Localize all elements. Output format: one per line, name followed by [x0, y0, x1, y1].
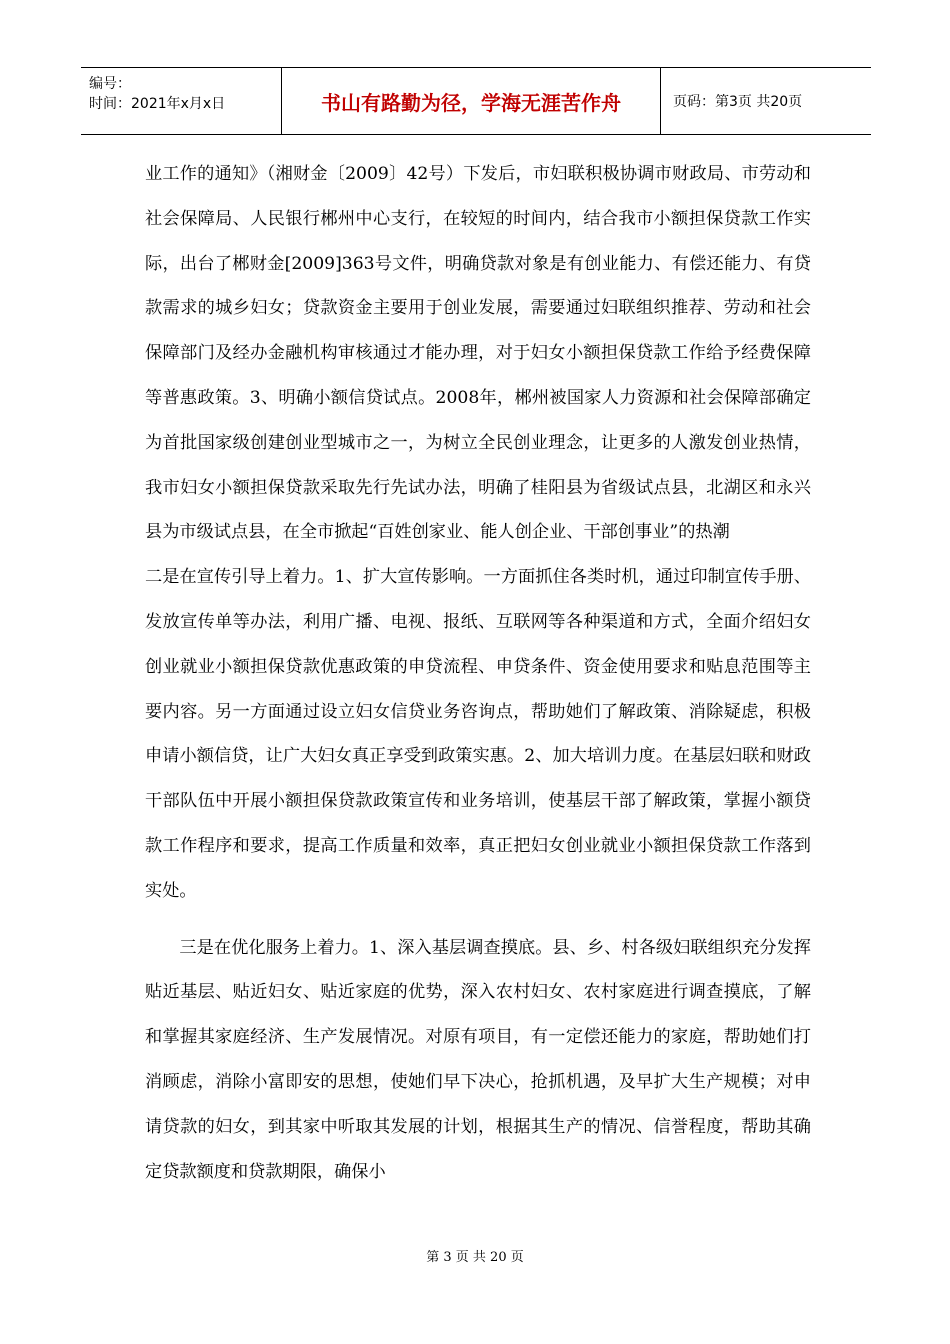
- document-header: [81, 67, 871, 135]
- page-footer: 第 3 页 共 20 页: [426, 1250, 524, 1265]
- header-page-code: 页码：第3页 共20页: [673, 94, 803, 110]
- document-time-label: 时间：2021年x月x日: [89, 96, 226, 112]
- header-meta: [81, 68, 282, 134]
- body-paragraph-1: 业工作的通知》（湘财金〔2009〕42号）下发后，市妇联积极协调市财政局、市劳动和社会保障局、人民银行郴州中心支行，在较短的时间内，结合我市小额担保贷款工作实际，出台了郴财金[2009]363号文件，明确贷款对象是有创业能力、有偿还能力、有贷款需求的城乡妇女；贷款资金主要用于创业发展，需要通过妇联组织推荐、劳动和社会保障部门及经办金融机构审核通过才能办理，对于妇女小额担保贷款工作给予经费保障等普惠政策。3、明确小额信贷试点。2008年，郴州被国家人力资源和社会保障部确定为首批国家级创建创业型城市之一，为树立全民创业理念，让更多的人激发创业热情，我市妇女小额担保贷款采取先行先试办法，明确了桂阳县为省级试点县，北湖区和永兴县为市级试点县，在全市掀起“百姓创家业、能人创企业、干部创事业”的热潮: [145, 164, 811, 543]
- document-number-label: 编号：: [89, 76, 131, 92]
- document-body: [145, 152, 811, 1194]
- body-paragraph-3: 三是在优化服务上着力。1、深入基层调查摸底。县、乡、村各级妇联组织充分发挥贴近基层、贴近妇女、贴近家庭的优势，深入农村妇女、农村家庭进行调查摸底，了解和掌握其家庭经济、生产发展情况。对原有项目，有一定偿还能力的家庭，帮助她们打消顾虑，消除小富即安的思想，使她们早下决心，抢抓机遇，及早扩大生产规模；对申请贷款的妇女，到其家中听取其发展的计划，根据其生产的情况、信誉程度，帮助其确定贷款额度和贷款期限，确保小: [145, 937, 811, 1182]
- header-motto: 书山有路勤为径，学海无涯苦作舟: [282, 68, 661, 134]
- body-paragraph-2: 二是在宣传引导上着力。1、扩大宣传影响。一方面抓住各类时机，通过印制宣传手册、发放宣传单等办法，利用广播、电视、报纸、互联网等各种渠道和方式，全面介绍妇女创业就业小额担保贷款优惠政策的申贷流程、申贷条件、资金使用要求和贴息范围等主要内容。另一方面通过设立妇女信贷业务咨询点，帮助她们了解政策、消除疑虑，积极申请小额信贷，让广大妇女真正享受到政策实惠。2、加大培训力度。在基层妇联和财政干部队伍中开展小额担保贷款政策宣传和业务培训，使基层干部了解政策，掌握小额贷款工作程序和要求，提高工作质量和效率，真正把妇女创业就业小额担保贷款工作落到实处。: [145, 567, 811, 901]
